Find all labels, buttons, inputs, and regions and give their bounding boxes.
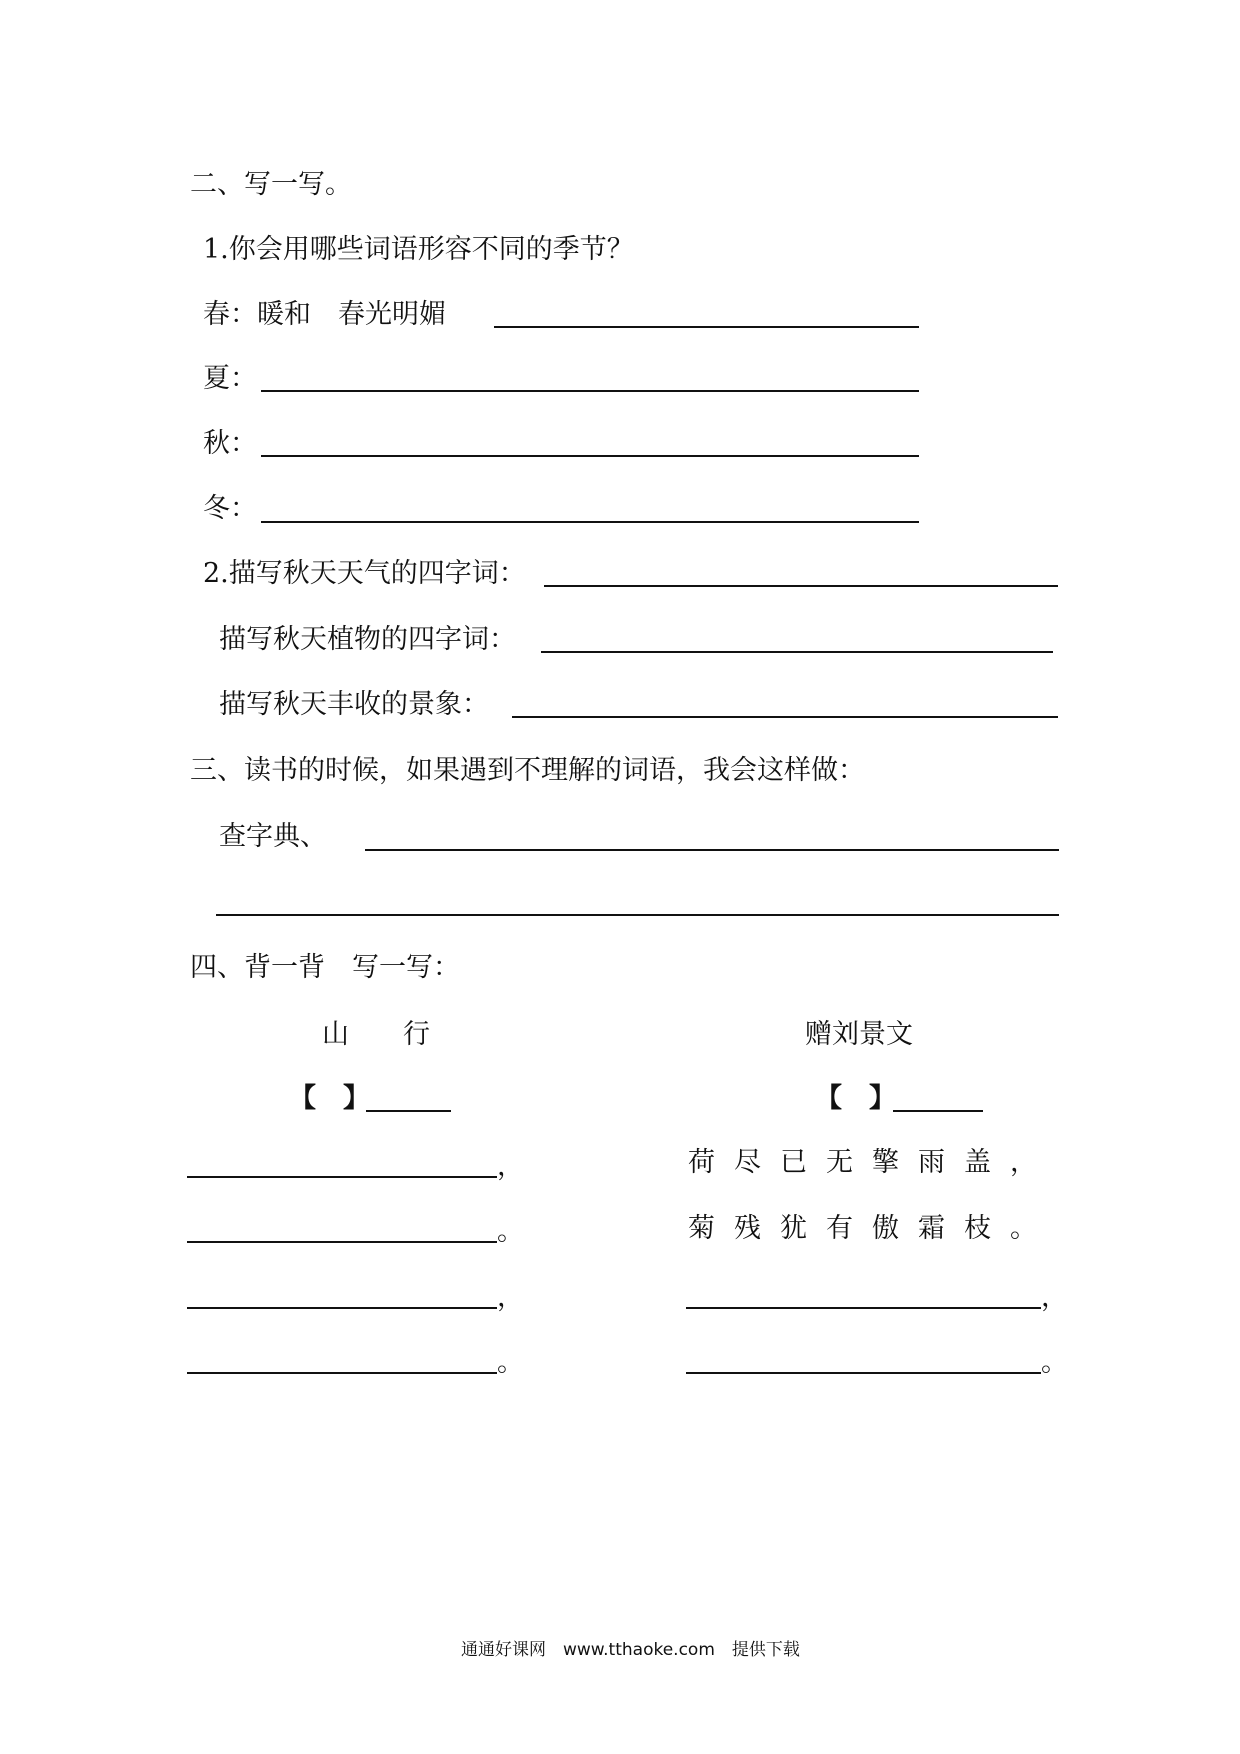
q2-weather-label: 2.描写秋天天气的四字词： <box>203 558 526 589</box>
poem-right-line-4[interactable] <box>686 1372 1041 1374</box>
q1-prompt: 1.你会用哪些词语形容不同的季节？ <box>203 234 634 265</box>
poem-right-end-4: 。 <box>1041 1347 1068 1378</box>
harvest-answer-line[interactable] <box>512 716 1058 718</box>
section-3-heading: 三、读书的时候，如果遇到不理解的词语，我会这样做： <box>190 755 865 786</box>
q2-plants-label: 描写秋天植物的四字词： <box>219 624 516 655</box>
summer-label: 夏： <box>203 363 257 394</box>
poem-left-line-2[interactable] <box>187 1241 497 1243</box>
section-4-heading: 四、背一背 写一写： <box>190 952 460 983</box>
poem-left-author-line[interactable] <box>366 1110 451 1112</box>
poem-right-line-3[interactable] <box>686 1307 1041 1309</box>
poem-right-author-line[interactable] <box>893 1110 983 1112</box>
poem-left-end-4: 。 <box>497 1347 524 1378</box>
poem-left-title: 山 行 <box>322 1019 430 1050</box>
poem-left-line-4[interactable] <box>187 1372 497 1374</box>
summer-answer-line[interactable] <box>261 390 919 392</box>
spring-answer-line[interactable] <box>494 326 919 328</box>
poem-right-end-3: ， <box>1041 1282 1068 1313</box>
poem-right-dynasty-brackets: 【 】 <box>815 1083 896 1114</box>
poem-left-line-1[interactable] <box>187 1176 497 1178</box>
section-2-heading: 二、写一写。 <box>190 169 352 200</box>
poem-left-end-3: ， <box>497 1282 524 1313</box>
weather-answer-line[interactable] <box>544 585 1058 587</box>
poem-left-end-2: 。 <box>497 1216 524 1247</box>
poem-left-dynasty-brackets: 【 】 <box>289 1083 370 1114</box>
footer-text: 通通好课网 www.tthaoke.com 提供下载 <box>461 1640 800 1660</box>
autumn-label: 秋： <box>203 428 257 459</box>
poem-right-line-1: 荷尽已无擎雨盖， <box>688 1147 1056 1178</box>
poem-right-title: 赠刘景文 <box>805 1019 913 1050</box>
poem-left-end-1: ， <box>497 1151 524 1182</box>
q2-harvest-label: 描写秋天丰收的景象： <box>219 689 489 720</box>
winter-label: 冬： <box>203 493 257 524</box>
autumn-answer-line[interactable] <box>261 455 919 457</box>
plants-answer-line[interactable] <box>541 651 1053 653</box>
method-answer-line-1[interactable] <box>365 849 1059 851</box>
section-3-example: 查字典、 <box>219 821 327 852</box>
poem-right-line-2: 菊残犹有傲霜枝。 <box>688 1213 1056 1244</box>
spring-label: 春：暖和 春光明媚 <box>203 299 446 330</box>
winter-answer-line[interactable] <box>261 521 919 523</box>
method-answer-line-2[interactable] <box>216 914 1059 916</box>
poem-left-line-3[interactable] <box>187 1307 497 1309</box>
